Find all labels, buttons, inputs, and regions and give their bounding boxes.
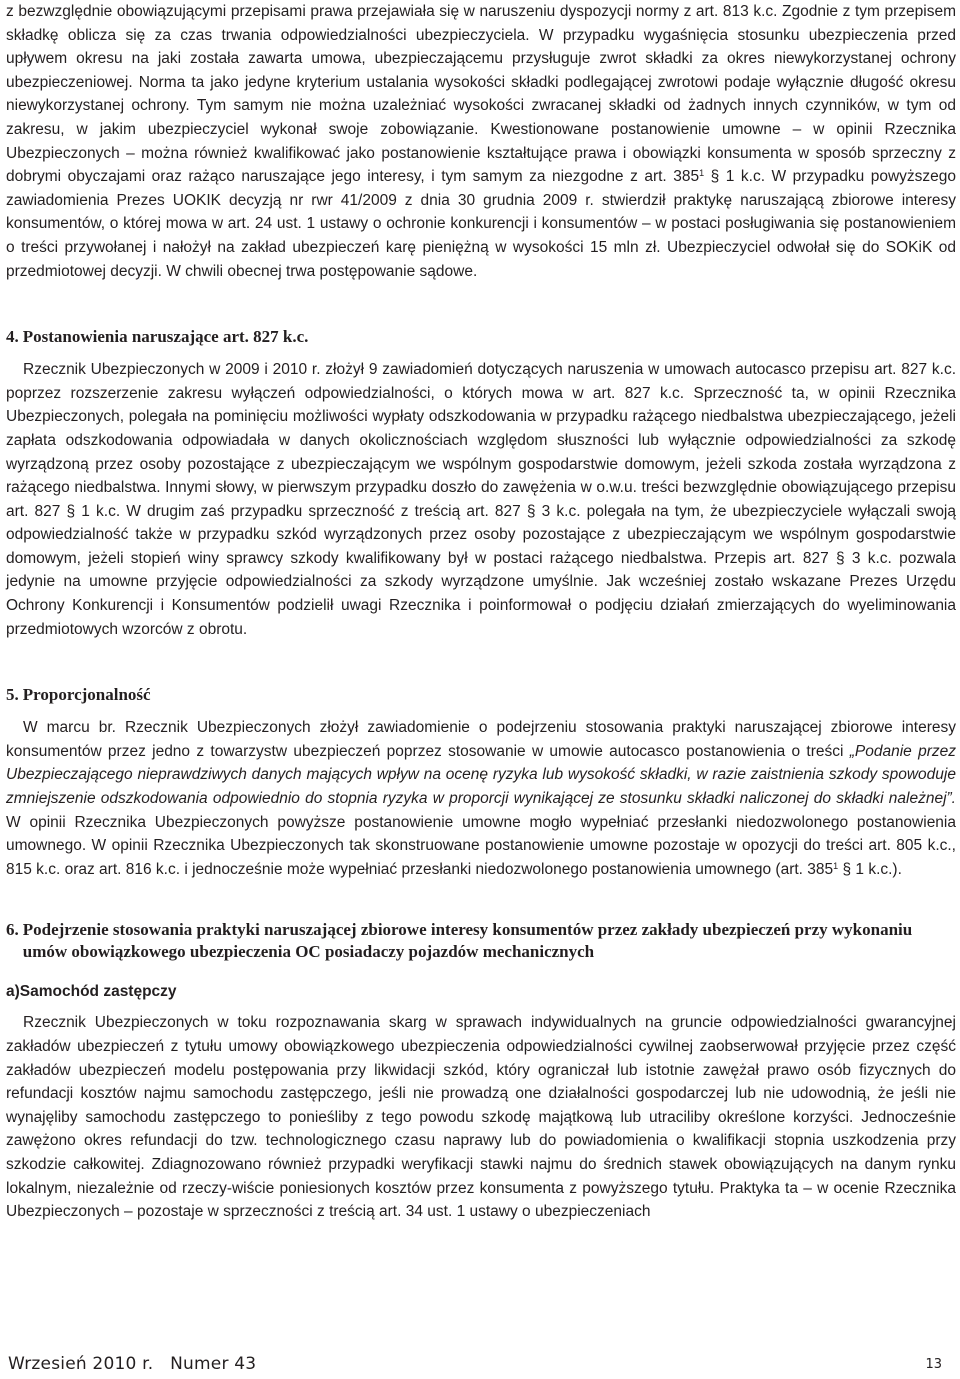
section-number: 6. — [6, 920, 19, 940]
intro-text-part2: § 1 k.c. W przypadku powyższego zawiadomienia Prezes UOKIK decyzją nr rwr 41/2009 z dnia 30 grudnia 2009 r. stwierdził praktykę naruszającą zbiorowe interesy konsumentów, o której mowa w art. 24 ust. 1 ustawy o ochronie konkurencji i konsumentów – w postaci posługiwania się postanowieniem o treści przywołanej i nałożył na zakład ubezpieczeń karę pieniężną w wysokości 15 mln zł. Ubezpieczyciel odwołał się do SOKiK od przedmiotowej decyzji. W chwili obecnej trwa postępowanie sądowe. — [6, 168, 956, 280]
paragraph-text: § 1 k.c.). — [838, 860, 902, 878]
page-footer — [8, 1354, 942, 1376]
quoted-clause: „Podanie przez Ubezpieczającego nieprawdziwych danych mających wpływ na ocenę ryzyka lub wysokość składki, w razie zaistnienia szkody spowoduje zmniejszenie odszkodowania odpowiednio do stopnia ryzyka w proporcji wynikającej ze stosunku składki naliczonej do składki należnej”. — [6, 742, 956, 808]
intro-paragraph — [6, 0, 956, 283]
section-title: Proporcjonalność — [22, 685, 151, 705]
section-5-heading — [6, 684, 956, 706]
section-title: Podejrzenie stosowania praktyki naruszającej zbiorowe interesy konsumentów przez zakłady ubezpieczeń przy wykonaniu umów obowiązkowego ubezpieczenia OC posiadaczy pojazdów mechanicznych — [22, 920, 913, 962]
subsection-heading: a)Samochód zastępczy — [6, 983, 177, 1001]
intro-text-part1: z bezwzględnie obowiązującymi przepisami prawa przejawiała się w naruszeniu dyspozycji normy z art. 813 k.c. Zgodnie z tym przepisem składkę oblicza się za czas trwania odpowiedzialności ubezpieczyciela. W przypadku wygaśnięcia stosunku ubezpieczenia przed upływem okresu na jaki została zawarta umowa, ubezpieczającemu przysługuje zwrot składki za okres niewykorzystanej ochrony ubezpieczeniowej. Norma ta jako jedyne kryterium ustalania wysokości składki podlegającej zwrotowi podaje wyłącznie długość okresu niewykorzystanej ochrony. Tym samym nie można uzależniać wysokości zwracanej składki od żadnych innych czynników, w tym od zakresu, w jakim ubezpieczyciel wykonał swoje zobowiązanie. Kwestionowane postanowienie umowne – w opinii Rzecznika Ubezpieczonych – można również kwalifikować jako postanowienie kształtujące prawa i obowiązki konsumenta w sposób sprzeczny z dobrymi obyczajami oraz rażąco naruszające jego interesy, i tym samym za niezgodne z art. 385 — [6, 3, 956, 186]
section-6-paragraph: Rzecznik Ubezpieczonych w toku rozpoznawania skarg w sprawach indywidualnych na gruncie odpowiedzialności gwarancyjnej zakładów ubezpieczeń z tytułu umowy obowiązkowego ubezpieczenia odpowiedzialności cywilnej zaobserwował przyjęcie przez część zakładów ubezpieczeń modelu postępowania przy likwidacji szkód, który ograniczał lub istotnie zawężał prawo osób fizycznych do refundacji kosztów najmu samochodu zastępczego, jeśli nie prowadzą one działalności gospodarczej lub nie udowodnią, że jeśli nie wynajęliby samochodu zastępczego to ponieśliby z tego powodu szkodę majątkową lub utraciliby określone korzyści. Jednocześnie zawężono okres refundacji do tzw. technologicznego czasu naprawy lub do powiadomienia o kwalifikacji stopnia uszkodzenia przy szkodzie całkowitej. Zdiagnozowano również przypadki weryfikacji stawki najmu do średnich stawek obowiązujących na danym rynku lokalnym, niezależnie od rzeczy-wiście poniesionych kosztów przez konsumenta z powyższego tytułu. Praktyka ta – w ocenie Rzecznika Ubezpieczonych – pozostaje w sprzeczności z treścią art. 34 ust. 1 ustawy o ubezpieczeniach — [6, 1014, 956, 1221]
article-body — [6, 0, 956, 1224]
superscript: 1 — [699, 168, 705, 179]
superscript: 1 — [833, 860, 839, 871]
paragraph-text: W opinii Rzecznika Ubezpieczonych powyższe postanowienie umowne mogło wypełniać przesłanki niedozwolonego postanowienia umownego. W opinii Rzecznika Ubezpieczonych tak skonstruowane postanowienie umowne pozostaje w opozycji do treści art. 805 k.c., 815 k.c. oraz art. 816 k.c. i jednocześnie może wypełniać przesłanki niedozwolonego postanowienia umownego (art. 385 — [6, 813, 956, 878]
section-number: 5. — [6, 685, 19, 705]
issue-label: Wrzesień 2010 r. Numer 43 — [8, 1354, 257, 1374]
section-4-paragraph: Rzecznik Ubezpieczonych w 2009 i 2010 r. złożył 9 zawiadomień dotyczących naruszenia w umowach autocasco przepisu art. 827 k.c. poprzez rozszerzenie zakresu wyłączeń odpowiedzialności, o których mowa w art. 827 k.c. Sprzeczność ta, w opinii Rzecznika Ubezpieczonych, polegała na pominięciu możliwości wypłaty odszkodowania w przypadku rażącego niedbalstwa ubezpieczającego, jeżeli zapłata odszkodowania odpowiadała w danych okolicznościach względom słuszności lub wyłącznie odpowiedzialności za szkodę wyrządzoną przez osoby pozostające z ubezpieczającym we wspólnym gospodarstwie domowym, jeżeli szkoda została wyrządzona z rażącego niedbalstwa. Innymi słowy, w pierwszym przypadku doszło do zawężenia w o.w.u. treści bezwzględnie obowiązującego przepisu art. 827 § 1 k.c. W drugim zaś przypadku sprzeczność z treścią art. 827 § 3 k.c. polegała na tym, że ubezpieczyciele wyłączali swoją odpowiedzialność także w przypadku szkód wyrządzonych przez osoby pozostające z ubezpieczającym we wspólnym gospodarstwie domowym, jeżeli stopień winy sprawcy szkody kwalifikowany był w postaci rażącego niedbalstwa. Przepis art. 827 § 3 k.c. pozwala jedynie na umowne przyjęcie odpowiedzialności za szkody wyrządzone umyślnie. Jak wcześniej zostało wskazane Prezes Urzędu Ochrony Konkurencji i Konsumentów podzielił uwagi Rzecznika i poinformował o podjęciu działań zmierzających do wyeliminowania przedmiotowych wzorców z obrotu. — [6, 361, 956, 638]
section-4-heading — [6, 326, 956, 348]
paragraph-text: W marcu br. Rzecznik Ubezpieczonych złożył zawiadomienie o podejrzeniu stosowania praktyki naruszającej zbiorowe interesy konsumentów przez jedno z towarzystw ubezpieczeń poprzez stosowanie w umowie autocasco postanowienia o treści — [6, 719, 956, 760]
section-number: 4. — [6, 327, 19, 347]
page-number: 13 — [925, 1357, 942, 1372]
section-title: Postanowienia naruszające art. 827 k.c. — [22, 327, 309, 347]
section-6-heading — [6, 919, 956, 963]
section-5-paragraph — [6, 716, 956, 881]
